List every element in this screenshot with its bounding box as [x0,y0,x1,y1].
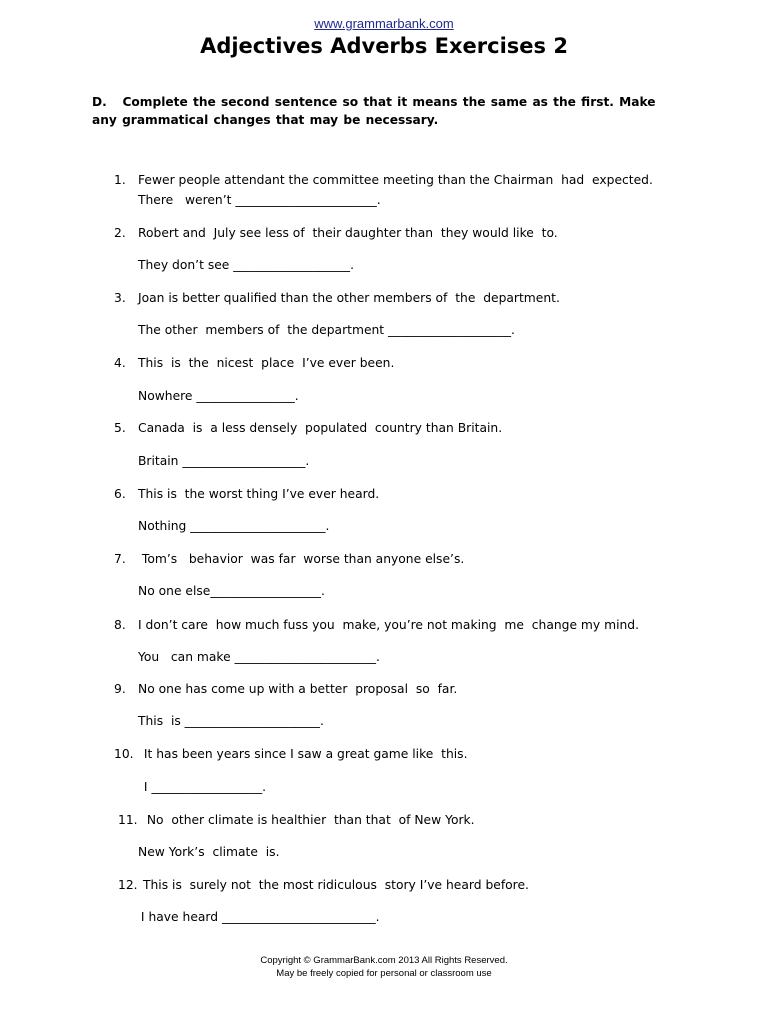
exercise-prompt: Tom’s behavior was far worse than anyone else’s. [138,552,465,566]
exercise-answer-line: New York’s climate is. [138,845,280,859]
exercise-number: 5. [114,421,126,435]
exercise-prompt: Canada is a less densely populated country than Britain. [138,421,503,435]
exercise-answer-line: I have heard _________________________. [137,910,380,924]
exercise-number: 7. [114,552,126,566]
exercise-prompt: Fewer people attendant the committee meeting than the Chairman had expected. [138,173,653,187]
exercise-answer-line: They don’t see ___________________. [138,258,354,272]
footer-copyright: Copyright © GrammarBank.com 2013 All Rights Reserved. [260,955,508,966]
exercise-prompt: No other climate is healthier than that of New York. [139,813,475,827]
exercise-number: 6. [114,487,126,501]
exercise-answer-line: Nothing ______________________. [138,519,330,533]
exercise-answer-line: There weren’t _______________________. [138,193,381,207]
exercise-answer-line: Britain ____________________. [138,454,310,468]
exercise-number: 3. [114,291,126,305]
exercise-prompt: This is surely not the most ridiculous story I’ve heard before. [143,878,529,892]
exercise-prompt: It has been years since I saw a great game like this. [140,747,468,761]
exercise-prompt: Robert and July see less of their daughter than they would like to. [138,226,558,240]
exercise-prompt: This is the worst thing I’ve ever heard. [138,487,380,501]
footer [0,954,768,980]
exercise-number: 12. [118,878,138,892]
instructions-text: Complete the second sentence so that it means the same as the first. Make any grammatical changes that may be necessary. [92,95,656,127]
exercise-answer-line: Nowhere ________________. [138,389,299,403]
exercise-answer-line: No one else__________________. [138,584,325,598]
exercise-prompt: Joan is better qualified than the other members of the department. [138,291,560,305]
exercise-answer-line: I __________________. [140,780,267,794]
exercise-prompt: I don’t care how much fuss you make, you’re not making me change my mind. [138,618,639,632]
exercise-number: 1. [114,173,126,187]
exercise-number: 11. [118,813,138,827]
exercise-number: 8. [114,618,126,632]
exercise-answer-line: This is ______________________. [138,714,324,728]
page-title: Adjectives Adverbs Exercises 2 [200,34,568,58]
exercise-number: 4. [114,356,126,370]
exercise-answer-line: You can make _______________________. [138,650,380,664]
exercise-number: 10. [114,747,134,761]
exercise-prompt: No one has come up with a better proposal so far. [138,682,458,696]
instructions-label: D. [92,95,107,109]
exercise-prompt: This is the nicest place I’ve ever been. [138,356,395,370]
exercise-number: 2. [114,226,126,240]
exercise-answer-line: The other members of the department ____________________. [138,323,515,337]
exercise-number: 9. [114,682,126,696]
site-link[interactable]: www.grammarbank.com [314,16,454,31]
footer-usage-note: May be freely copied for personal or classroom use [276,968,492,979]
